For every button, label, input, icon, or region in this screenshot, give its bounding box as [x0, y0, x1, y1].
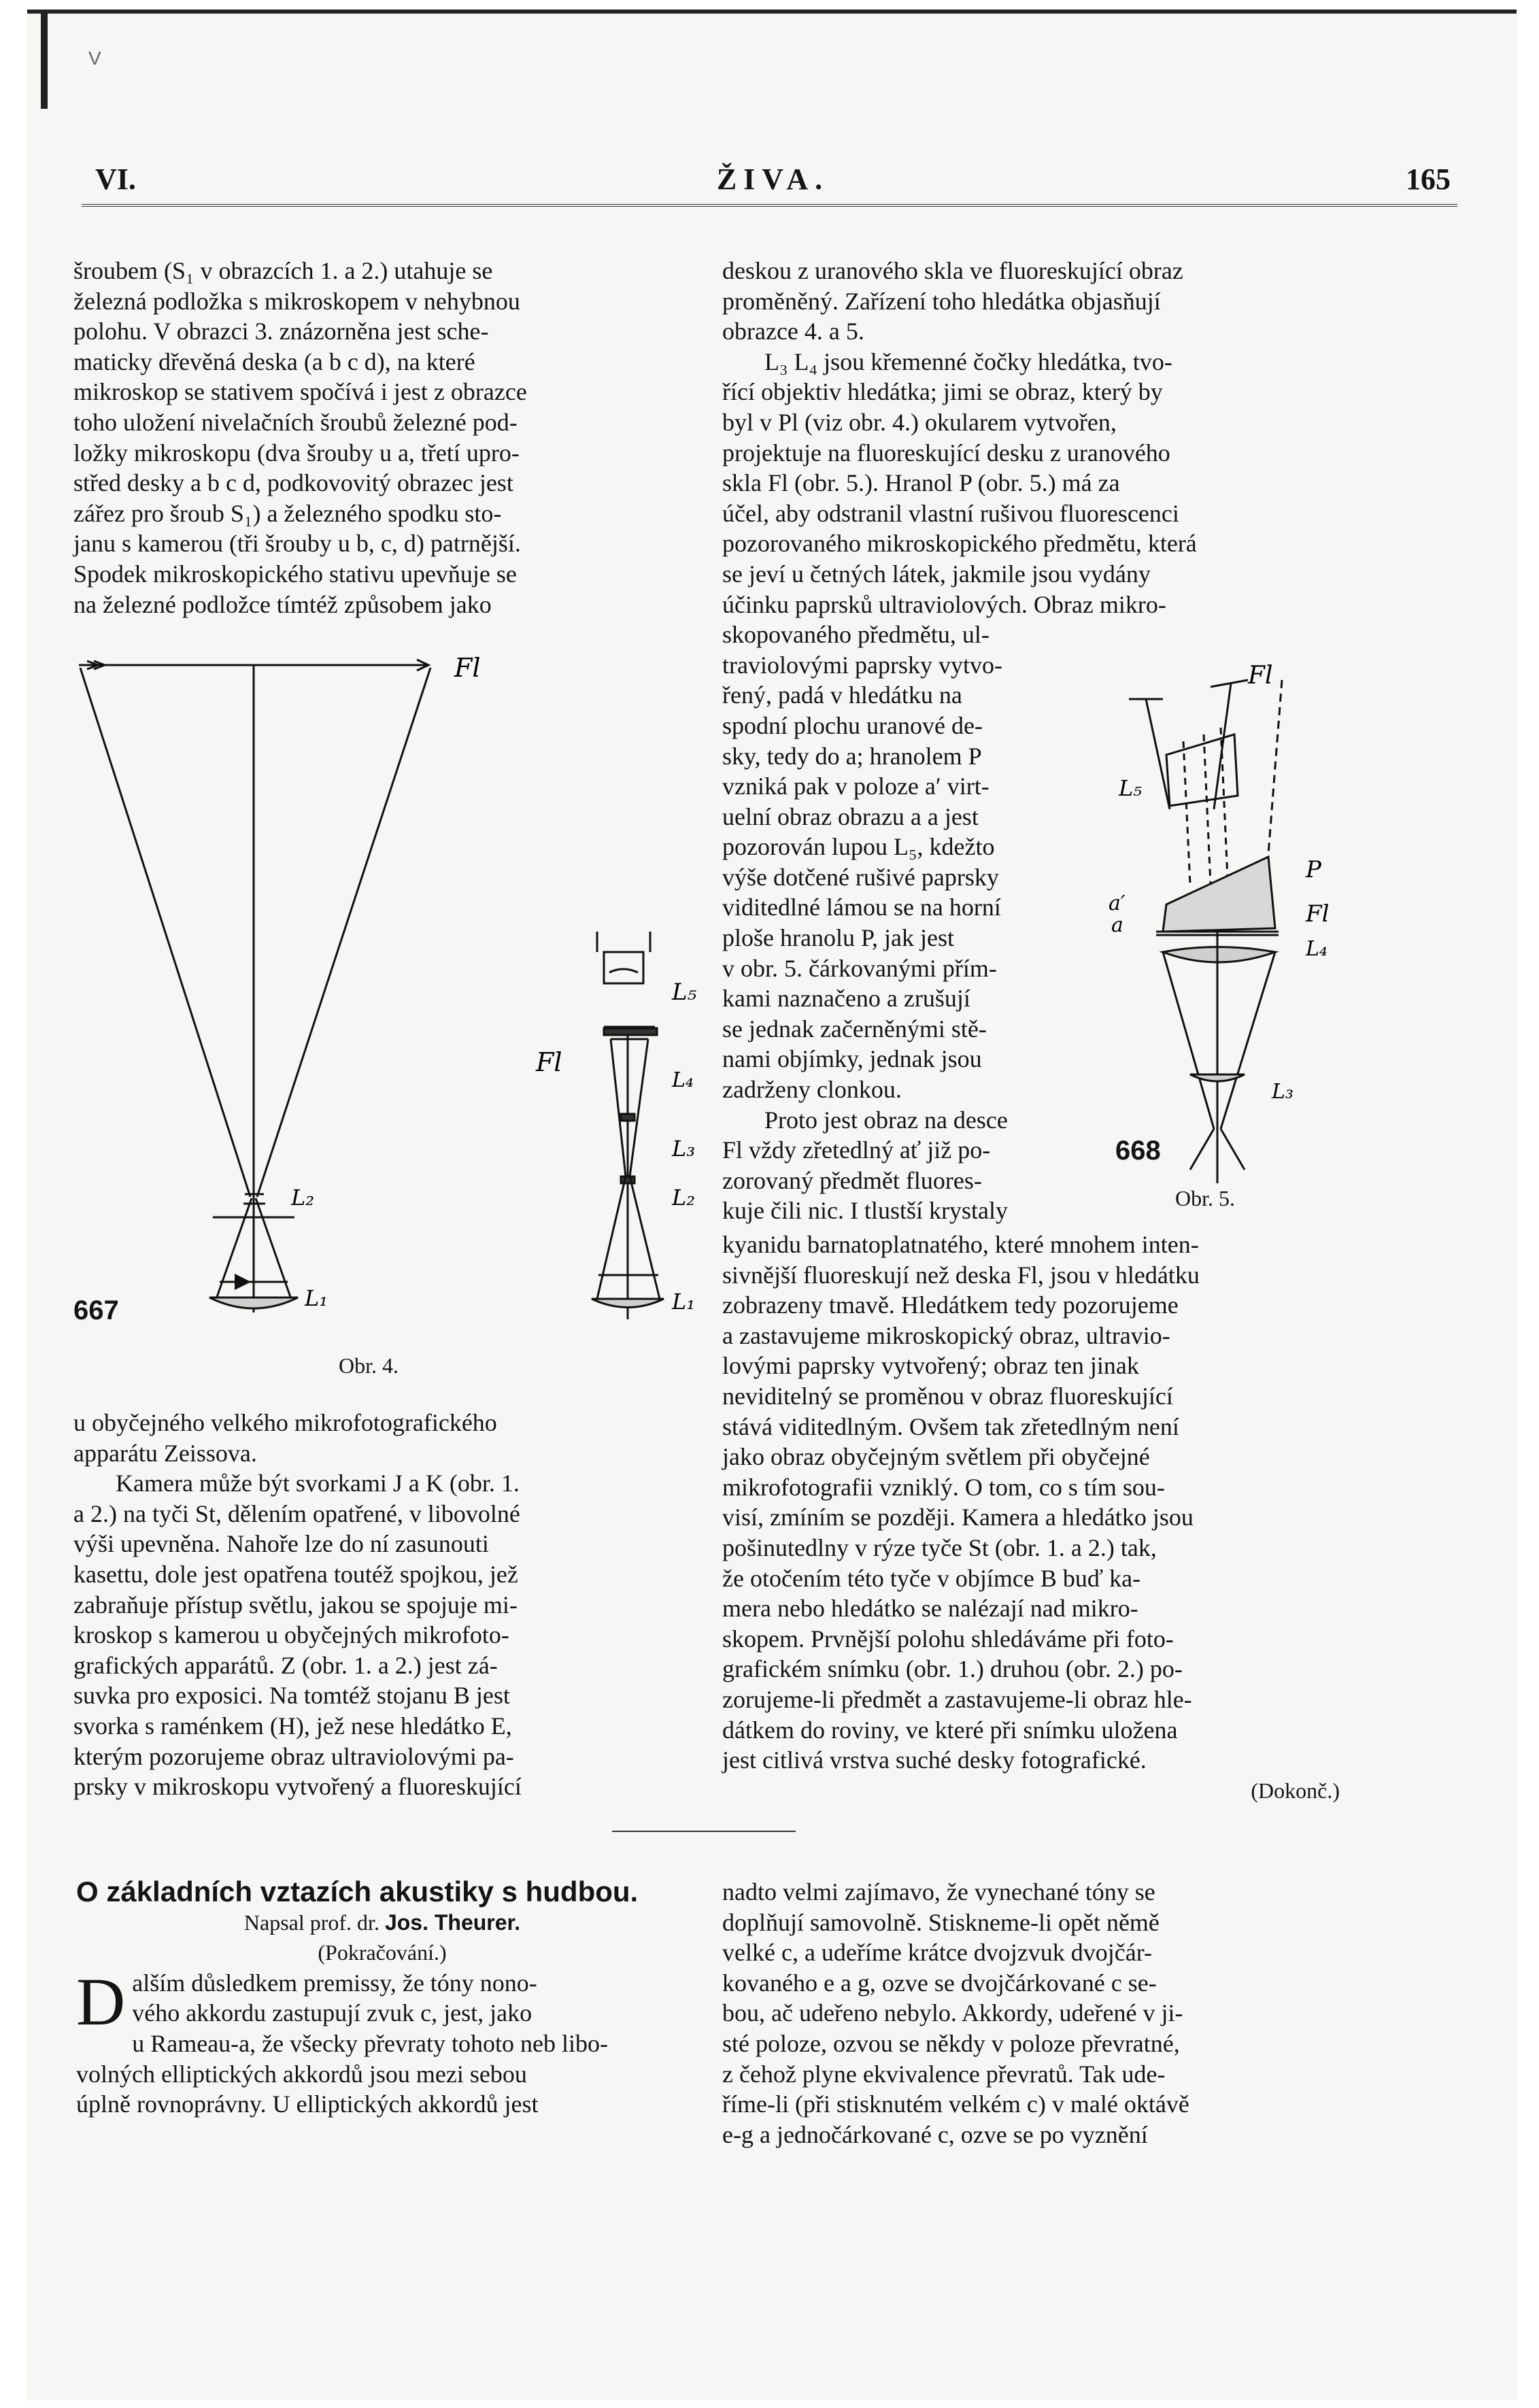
text-line: dátkem do roviny, ve které při snímku uložena	[722, 1716, 1178, 1744]
figure-4	[73, 646, 726, 1378]
text-line: zadrženy clonkou.	[722, 1076, 902, 1104]
text-line: říme-li (při stisknutém velkém c) v malé oktávě	[722, 2090, 1189, 2118]
text-line: grafickém snímku (obr. 1.) druhou (obr. 2.) po-	[722, 1655, 1183, 1683]
continued-label: (Pokračování.)	[318, 1940, 447, 1965]
text-line: apparátu Zeissova.	[73, 1439, 257, 1467]
text-line: nami objímky, jednak jsou	[722, 1045, 982, 1073]
fig5-label-l5: L₅	[1119, 775, 1143, 801]
article-2-body	[76, 1963, 688, 2120]
article-title: O základních vztazích akustiky s hudbou.	[76, 1876, 639, 1907]
text-line: zorovaný předmět fluores-	[722, 1166, 982, 1194]
text-line: skopovaného předmětu, ul-	[722, 621, 990, 649]
fig5-label-fl: Fl	[1306, 900, 1330, 928]
volume-number: VI.	[95, 163, 136, 196]
drop-cap: D	[76, 1963, 126, 2039]
text-line: kuje čili nic. I tlustší krystaly	[722, 1197, 1008, 1225]
text-line: toho uložení nivelačních šroubů železné pod-	[73, 408, 518, 436]
text-line: šroubem (S₁ v obrazcích 1. a 2.) utahuje se	[73, 257, 493, 284]
fig4-label-l2-left: L₂	[291, 1185, 315, 1210]
text-line: účel, aby odstranil vlastní rušivou fluorescenci	[722, 499, 1179, 527]
text-line: spodní plochu uranové de-	[722, 711, 983, 739]
right-column-bottom	[722, 1230, 1340, 1805]
text-line: stává viditedlným. Ovšem tak zřetedlným není	[722, 1412, 1179, 1440]
fig5-label-fl-top: Fl	[1248, 662, 1273, 690]
figure-4-number: 667	[73, 1295, 119, 1325]
left-column-bottom	[73, 1408, 684, 1802]
article-2-left	[76, 1877, 688, 2120]
figure-5-caption: Obr. 5.	[1175, 1186, 1235, 1210]
text-line: střed desky a b c d, podkovovitý obrazec jest	[73, 469, 513, 497]
text-line: volných elliptických akkordů jsou mezi sebou	[76, 2060, 527, 2088]
text-line: zobrazeny tmavě. Hledátkem tedy pozorujeme	[722, 1291, 1179, 1319]
text-line: kasettu, dole jest opatřena toutéž spojkou, jež	[73, 1560, 518, 1588]
text-line: nadto velmi zajímavo, že vynechané tóny se	[722, 1878, 1155, 1905]
text-line: e-g a jednočárkované c, ozve se po vyznění	[722, 2120, 1148, 2148]
text-line: neviditelný se proměnou v obraz fluoreskující	[722, 1382, 1173, 1410]
article-2-right	[722, 1877, 1340, 2150]
author-name: Jos. Theurer.	[384, 1910, 521, 1935]
text-line: ložky mikroskopu (dva šrouby u a, třetí upro-	[73, 439, 520, 467]
article-separator	[612, 1831, 796, 1832]
text-line: Proto jest obraz na desce	[764, 1106, 1008, 1134]
text-line: pozorovaného mikroskopického předmětu, která	[722, 530, 1197, 558]
text-line: obrazce 4. a 5.	[722, 318, 864, 345]
figure-4-drawing	[73, 646, 726, 1346]
text-line: výši upevněna. Nahoře lze do ní zasunouti	[73, 1530, 489, 1558]
text-line: pošinutedlny v rýze tyče St (obr. 1. a 2.) tak,	[722, 1533, 1157, 1561]
figure-5	[1102, 653, 1387, 1210]
text-line: z čehož plyne ekvivalence převratů. Tak ude-	[722, 2060, 1166, 2088]
text-line: a 2.) na tyči St, dělením opatřené, v libovolné	[73, 1499, 520, 1527]
text-line: mikroskop se stativem spočívá i jest z obrazce	[73, 378, 527, 406]
fig5-label-l3: L₃	[1272, 1080, 1293, 1104]
text-line: projektuje na fluoreskující desku z uranového	[722, 439, 1170, 467]
text-line: v obr. 5. čárkovanými přím-	[722, 954, 997, 982]
text-line: zabraňuje přístup světlu, jakou se spojuje mi-	[73, 1591, 518, 1618]
continued-note: (Dokonč.)	[1251, 1778, 1340, 1803]
text-line: prsky v mikroskopu vytvořený a fluoreskující	[73, 1773, 522, 1801]
text-line: proměněný. Zařízení toho hledátka objasňují	[722, 287, 1161, 315]
text-line: kovaného e a g, ozve se dvojčárkované c se-	[722, 1969, 1157, 1997]
text-line: řený, padá v hledátku na	[722, 681, 962, 709]
text-line: na železné podložce tímtéž způsobem jako	[73, 590, 492, 618]
text-line: L₃ L₄ jsou křemenné čočky hledátka, tvo-	[764, 347, 1172, 375]
text-line: sté poloze, ozvou se někdy v poloze převratné,	[722, 2029, 1180, 2057]
text-line: zorujeme-li předmět a zastavujeme-li obraz hle-	[722, 1685, 1192, 1713]
text-line: viditedlné lámou se na horní	[722, 894, 1001, 921]
text-line: traviolovými paprsky vytvo-	[722, 651, 1002, 679]
fig5-label-l4: L₄	[1306, 937, 1327, 961]
text-line: janu s kamerou (tři šrouby u b, c, d) patrnější.	[73, 530, 521, 558]
text-line: velké c, a udeříme krátce dvojzvuk dvojčár-	[722, 1939, 1152, 1967]
text-line: Spodek mikroskopického stativu upevňuje se	[73, 560, 517, 588]
text-line: jako obraz obyčejným světlem při obyčejné	[722, 1443, 1150, 1471]
text-line: železná podložka s mikroskopem v nehybnou	[73, 287, 520, 315]
left-column-top	[73, 256, 684, 620]
figure-4-caption: Obr. 4.	[339, 1353, 399, 1378]
corner-mark: V	[88, 48, 101, 69]
wrapped-text-block	[722, 620, 1076, 1226]
text-line: že otočením této tyče v objímce B buď ka-	[722, 1564, 1141, 1592]
text-line: skopem. Prvnější polohu shledáváme při foto-	[722, 1625, 1174, 1652]
fig4-label-l1: L₁	[672, 1289, 696, 1315]
text-line: mikrofotografii vzniklý. O tom, co s tím sou-	[722, 1473, 1165, 1501]
text-line: pozorován lupou L₅, kdežto	[722, 833, 995, 861]
text-line: Kamera může být svorkami J a K (obr. 1.	[116, 1470, 520, 1497]
fig4-label-l4: L₄	[672, 1068, 694, 1092]
text-line: bou, ač udeřeno nebylo. Akkordy, udeřené v ji-	[722, 1999, 1183, 2027]
text-line: byl v Pl (viz obr. 4.) okularem vytvořen,	[722, 408, 1117, 436]
text-line: sky, tedy do a; hranolem P	[722, 742, 982, 770]
text-line: lovými paprsky vytvořený; obraz ten jinak	[722, 1352, 1139, 1380]
text-line: u obyčejného velkého mikrofotografického	[73, 1409, 497, 1436]
text-line: suvka pro exposici. Na tomtéž stojanu B jest	[73, 1682, 510, 1710]
byline-prefix: Napsal prof. dr.	[243, 1910, 379, 1935]
text-line: řící objektiv hledátka; jimi se obraz, který by	[722, 378, 1163, 406]
text-line: výše dotčené rušivé paprsky	[722, 863, 999, 891]
text-line: účinku paprsků ultraviolových. Obraz mikro-	[722, 590, 1166, 618]
fig5-label-a: a	[1111, 913, 1123, 937]
text-line: kami naznačeno a zrušují	[722, 985, 970, 1013]
byline	[76, 1907, 688, 1938]
text-line: skla Fl (obr. 5.). Hranol P (obr. 5.) má za	[722, 469, 1120, 497]
text-line: Fl vždy zřetedlný ať již po-	[722, 1136, 991, 1164]
text-line: kroskop s kamerou u obyčejných mikrofoto-	[73, 1621, 509, 1649]
text-line: vzniká pak v poloze a′ virt-	[722, 773, 990, 800]
journal-title: ŽIVA.	[716, 163, 830, 196]
fig4-label-l2: L₂	[672, 1185, 696, 1210]
text-line: svorka s raménkem (H), jež nese hledátko E,	[73, 1712, 512, 1740]
binding-mark	[41, 14, 48, 109]
text-line: úplně rovnoprávny. U elliptických akkordů jest	[76, 2090, 539, 2118]
text-line: a zastavujeme mikroskopický obraz, ultravio-	[722, 1321, 1170, 1349]
fig4-label-l1-left: L₁	[305, 1285, 328, 1311]
text-line: u Rameau-a, že všecky převraty tohoto neb libo-	[132, 2029, 608, 2057]
text-line: se jednak začerněnými stě-	[722, 1015, 987, 1042]
figure-5-drawing	[1102, 653, 1387, 1197]
text-line: jest citlivá vrstva suché desky fotografické.	[722, 1746, 1147, 1774]
text-line: visí, zmíním se později. Kamera a hledátko jsou	[722, 1504, 1194, 1531]
fig5-label-p: P	[1306, 856, 1321, 883]
text-line: se jeví u četných látek, jakmile jsou vydány	[722, 560, 1151, 588]
text-line: polohu. V obrazci 3. znázorněna jest sche-	[73, 318, 489, 345]
text-line: deskou z uranového skla ve fluoreskující obraz	[722, 257, 1183, 284]
text-line: doplňují samovolně. Stiskneme-li opět němě	[722, 1908, 1160, 1936]
text-line: kterým pozorujeme obraz ultraviolovými pa-	[73, 1742, 514, 1770]
text-line: maticky dřevěná deska (a b c d), na které	[73, 347, 475, 375]
running-header	[95, 162, 1451, 203]
text-line: uelní obraz obrazu a a jest	[722, 802, 979, 830]
header-rule	[82, 204, 1457, 209]
fig4-label-fl: Fl	[454, 653, 481, 683]
fig4-label-l5: L₅	[672, 979, 697, 1006]
text-line: vého akkordu zastupují zvuk c, jest, jako	[132, 1999, 532, 2027]
fig5-label-a-prime: a′	[1109, 892, 1126, 915]
text-line: grafických apparátů. Z (obr. 1. a 2.) jest zá-	[73, 1651, 498, 1679]
text-line: ploše hranolu P, jak jest	[722, 924, 954, 952]
page-number: 165	[1406, 163, 1451, 196]
fig4-label-l3: L₃	[672, 1136, 696, 1161]
text-line: mera nebo hledátko se nalézají nad mikro-	[722, 1595, 1138, 1623]
figure-5-number: 668	[1115, 1136, 1161, 1166]
text-line: alším důsledkem premissy, že tóny nono-	[132, 1969, 537, 1997]
fig4-label-fl-mid: Fl	[536, 1047, 562, 1077]
text-line: sivnější fluoreskují než deska Fl, jsou v hledátku	[722, 1261, 1200, 1289]
text-line: kyanidu barnatoplatnatého, které mnohem inten-	[722, 1231, 1199, 1258]
text-line: zářez pro šroub S₁) a železného spodku sto-	[73, 499, 502, 527]
